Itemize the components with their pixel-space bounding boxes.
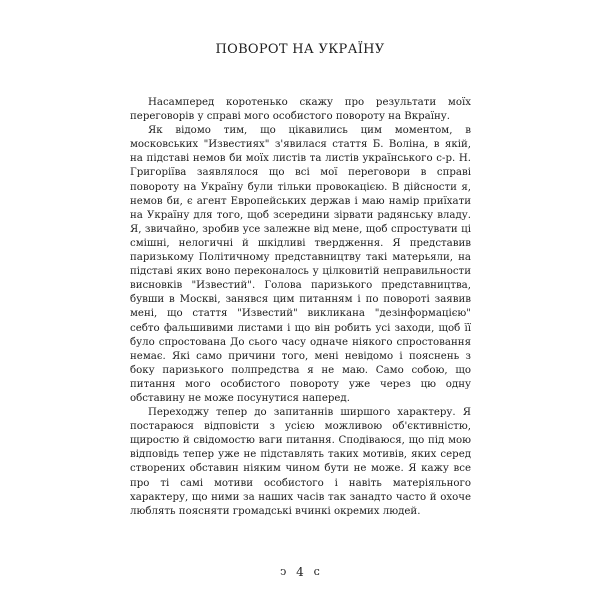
page-title: ПОВОРОТ НА УКРАЇНУ xyxy=(215,42,385,57)
page-body xyxy=(130,96,471,519)
page-footer xyxy=(0,565,600,579)
paragraph-1: Насамперед коротенько скажу про результати моїх переговорів у справі мого особистого повороту на Вкраїну. xyxy=(130,97,471,123)
right-ornament-icon: ᴄ xyxy=(313,565,320,578)
page-number: 4 xyxy=(296,565,304,579)
paragraph-2: Як відомо тим, що цікавились цим моментом, в московських "Известиях" з'явилася стаття Б. Воліна, в якій, на підставі немов би моїх листів та листів українського с-р. Н. Григоріїва заявлялося що всі мої переговори в справі повороту на Україну були тільки провокацією. В дійсности я, немов би, є агент Европейських держав і маю намір приїхати на Україну для того, щоб зсередини зірвати радянську владу. Я, звичайно, зробив усе залежне від мене, щоб спростувати ці смішні, нелогичні й шкідливі твердження. Я представив паризькому Політичному представництву такі матерьяли, на підставі яких воно переконалось у цілковитій неправильности висновків "Известий". Голова паризького представництва, бувши в Москві, занявся цим питанням і по повороті заявив мені, що стаття "Известий" викликана "дезінформацією" себто фальшивими листами і що він робить усі заходи, щоб її було спростована До сього часу одначе ніякого спростовання немає. Які само причини того, мені невідомо і пояснень з боку паризького полпредства я не маю. Само собою, що питання мого особистого повороту уже через цю одну обставину не може посунутися наперед. xyxy=(130,125,471,404)
paragraph-3: Переходжу тепер до запитаннів ширшого характеру. Я постараюся відповісти з усією можливою об'єктивністю, щиростю й свідомостю ваги питання. Сподіваюся, що під мою відповідь тепер уже не підставлять таких мотивів, яких серед створених обставин ніяким чином бути не може. Я кажу все про ті самі мотиви особистого і навіть матеріяльного характеру, що ними за наших часів так занадто часто й охоче люблять поясняти громадські вчинкі окремих людей. xyxy=(130,407,471,517)
left-ornament-icon: ↄ xyxy=(280,565,287,578)
